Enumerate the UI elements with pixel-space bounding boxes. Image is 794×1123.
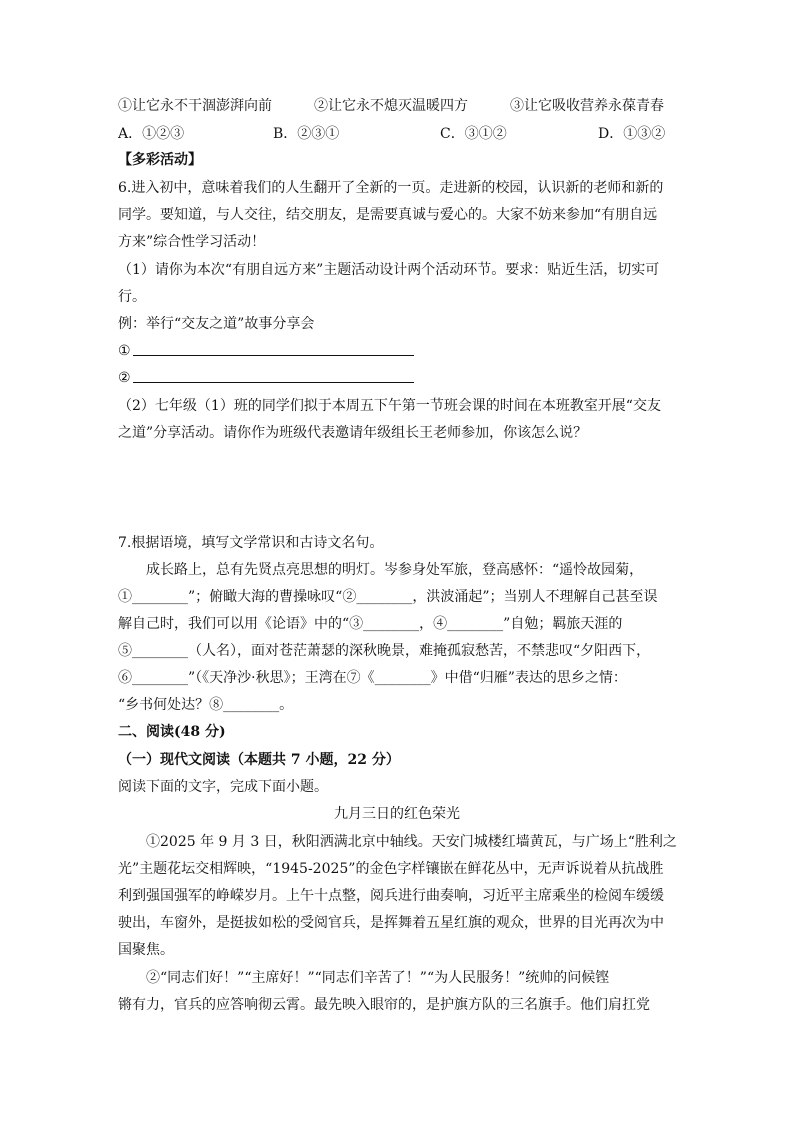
q6-text-line: 6.进入初中，意味着我们的人生翻开了全新的一页。走进新的校园，认识新的老师和新的 — [118, 180, 664, 196]
q7-text-line: ⑤________（人名），面对苍茫萧瑟的深秋晚景，难掩孤寂愁苦，不禁悲叹“夕阳西下， — [118, 643, 651, 659]
option-a: A．①②③ — [118, 126, 185, 142]
q7-text-line: 成长路上，总有先贤点亮思想的明灯。岑参身处军旅，登高感怀：“遥怜故园菊， — [118, 562, 644, 578]
article-paragraph-line: 国聚焦。 — [118, 942, 174, 958]
q6-part1-line: （1）请你为本次“有朋自远方来”主题活动设计两个活动环节。要求：贴近生活，切实可 — [118, 262, 660, 278]
q6-part2-line: （2）七年级（1）班的同学们拟于本周五下午第一节班会课的时间在本班教室开展“交友 — [118, 398, 661, 414]
section-reading-heading: 二、阅读(48 分) — [118, 724, 226, 740]
q7-text-line: 解自己时，我们可以用《论语》中的“③________，④________”自勉；羁旅天涯的 — [118, 616, 623, 632]
article-paragraph-line: 利到强国强军的峥嵘岁月。上午十点整，阅兵进行曲奏响，习近平主席乘坐的检阅车缓缓 — [118, 888, 664, 904]
q6-answer-label-2: ② — [118, 370, 131, 386]
section-activity-heading: 【多彩活动】 — [118, 152, 202, 168]
q6-answer-label-1: ① — [118, 343, 131, 359]
answer-blank-line-1[interactable] — [133, 355, 414, 356]
q6-text-line: 方来”综合性学习活动！ — [118, 234, 266, 250]
article-paragraph-line: ②“同志们好！”“主席好！”“同志们辛苦了！”“为人民服务！”统帅的问候铿 — [118, 970, 610, 986]
q7-text-line: “乡书何处达？⑧________。 — [118, 697, 294, 713]
article-paragraph-line: 光”主题花坛交相辉映，“1945-2025”的金色字样镶嵌在鲜花丛中，无声诉说着从抗战胜 — [118, 861, 664, 877]
article-paragraph-line: ①2025 年 9 月 3 日，秋阳洒满北京中轴线。天安门城楼红墙黄瓦，与广场上“胜利之 — [118, 834, 677, 850]
answer-blank-line-2[interactable] — [133, 382, 414, 383]
q6-part1-line: 行。 — [118, 289, 146, 305]
article-paragraph-line: 锵有力，官兵的应答响彻云霄。最先映入眼帘的，是护旗方队的三名旗手。他们肩扛党 — [118, 997, 650, 1013]
q6-text-line: 同学。要知道，与人交往，结交朋友，是需要真诚与爱心的。大家不妨来参加“有朋自远 — [118, 207, 658, 223]
option-c: C．③①② — [440, 126, 507, 142]
option-d: D．①③② — [598, 126, 666, 142]
article-title: 九月三日的红色荣光 — [334, 806, 460, 822]
reading-instruction: 阅读下面的文字，完成下面小题。 — [118, 779, 328, 795]
option-b: B．②③① — [273, 126, 340, 142]
answer-space[interactable] — [118, 448, 678, 528]
q7-text-line: ⑥________”（《天净沙·秋思》；王湾在⑦《________》中借“归雁”表达的思乡之情： — [118, 670, 627, 686]
q6-part1-example: 例：举行“交友之道”故事分享会 — [118, 316, 315, 332]
q7-title: 7.根据语境，填写文学常识和古诗文名句。 — [118, 535, 384, 551]
q5-options-statements: ①让它永不干涸澎湃向前 ②让它永不熄灭温暖四方 ③让它吸收营养永葆青春 — [118, 98, 664, 114]
subsection-modern-reading: （一）现代文阅读（本题共 7 小题，22 分） — [118, 752, 400, 768]
q7-text-line: ①________”；俯瞰大海的曹操咏叹“②________，洪波涌起”；当别人不理解自己甚至误 — [118, 589, 658, 605]
article-paragraph-line: 驶出，车窗外，是挺拔如松的受阅官兵，是挥舞着五星红旗的观众，世界的目光再次为中 — [118, 915, 664, 931]
q6-part2-line: 之道”分享活动。请你作为班级代表邀请年级组长王老师参加，你该怎么说？ — [118, 425, 588, 441]
